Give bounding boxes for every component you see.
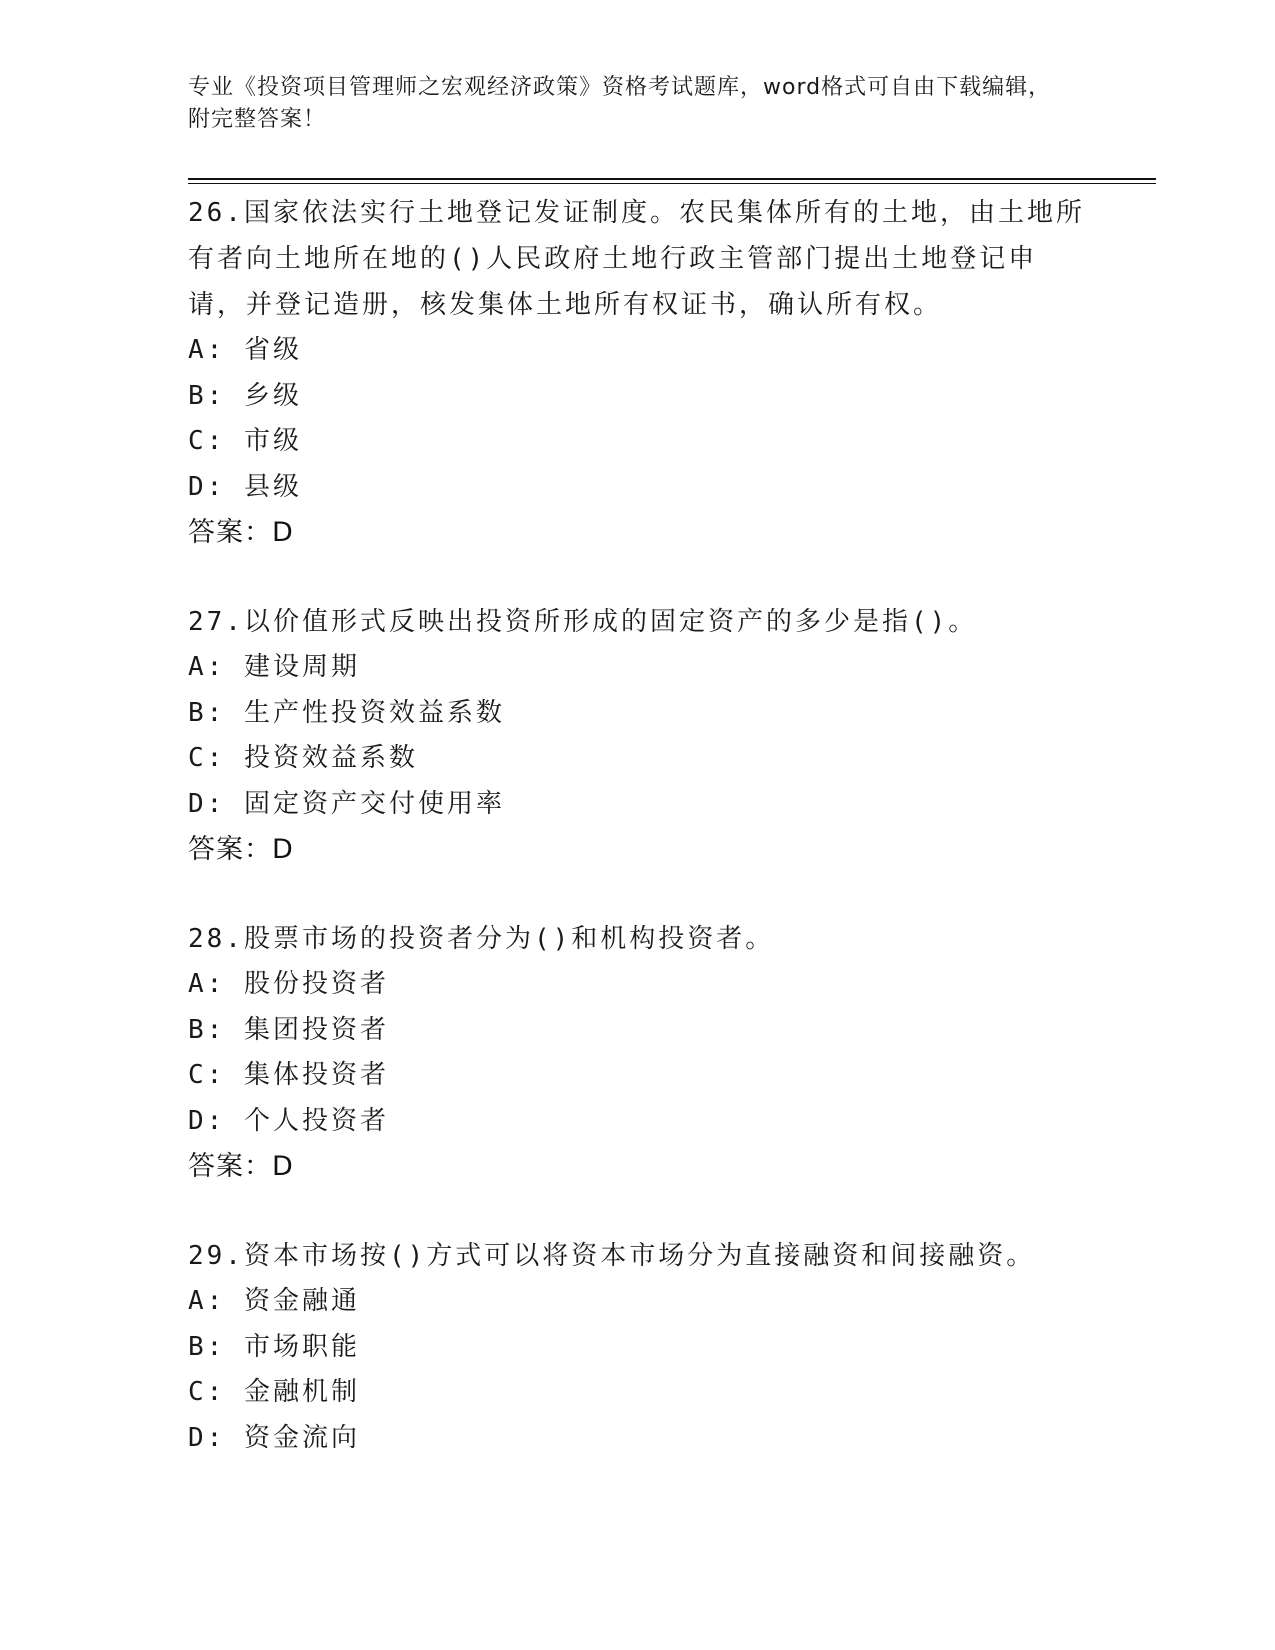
question-28 bbox=[188, 916, 1088, 1190]
question-text: 28.股票市场的投资者分为()和机构投资者。 bbox=[188, 924, 775, 954]
option-b: B: 集团投资者 bbox=[188, 1014, 389, 1045]
option-b: B: 市场职能 bbox=[188, 1331, 360, 1362]
option-a: A: 股份投资者 bbox=[188, 969, 389, 999]
document-header-text: 专业《投资项目管理师之宏观经济政策》资格考试题库，word格式可自由下载编辑，附完整答案！ bbox=[188, 75, 1052, 132]
option-c: C: 市级 bbox=[188, 426, 302, 456]
answer-line: 答案：D bbox=[188, 517, 294, 548]
option-d: D: 个人投资者 bbox=[188, 1105, 389, 1136]
option-b: B: 生产性投资效益系数 bbox=[188, 697, 505, 728]
answer-line: 答案：D bbox=[188, 834, 294, 865]
option-c: C: 投资效益系数 bbox=[188, 743, 418, 773]
question-26 bbox=[188, 190, 1088, 556]
question-text: 27.以价值形式反映出投资所形成的固定资产的多少是指()。 bbox=[188, 607, 978, 637]
question-text: 29.资本市场按()方式可以将资本市场分为直接融资和间接融资。 bbox=[188, 1241, 1036, 1271]
option-b: B: 乡级 bbox=[188, 380, 302, 411]
option-d: D: 资金流向 bbox=[188, 1422, 360, 1453]
question-list bbox=[188, 190, 1088, 1504]
option-d: D: 固定资产交付使用率 bbox=[188, 788, 505, 819]
question-29 bbox=[188, 1233, 1088, 1461]
option-d: D: 县级 bbox=[188, 471, 302, 502]
option-a: A: 资金融通 bbox=[188, 1286, 360, 1316]
question-27 bbox=[188, 599, 1088, 873]
option-c: C: 金融机制 bbox=[188, 1377, 360, 1407]
question-text: 26.国家依法实行土地登记发证制度。农民集体所有的土地，由土地所有者向土地所在地的()人民政府土地行政主管部门提出土地登记申请，并登记造册，核发集体土地所有权证书，确认所有权。 bbox=[188, 198, 1085, 320]
header-divider-thin bbox=[188, 183, 1156, 184]
option-a: A: 省级 bbox=[188, 335, 302, 365]
answer-line: 答案：D bbox=[188, 1151, 294, 1182]
option-a: A: 建设周期 bbox=[188, 652, 360, 682]
header-divider-thick bbox=[188, 178, 1156, 180]
option-c: C: 集体投资者 bbox=[188, 1060, 389, 1090]
